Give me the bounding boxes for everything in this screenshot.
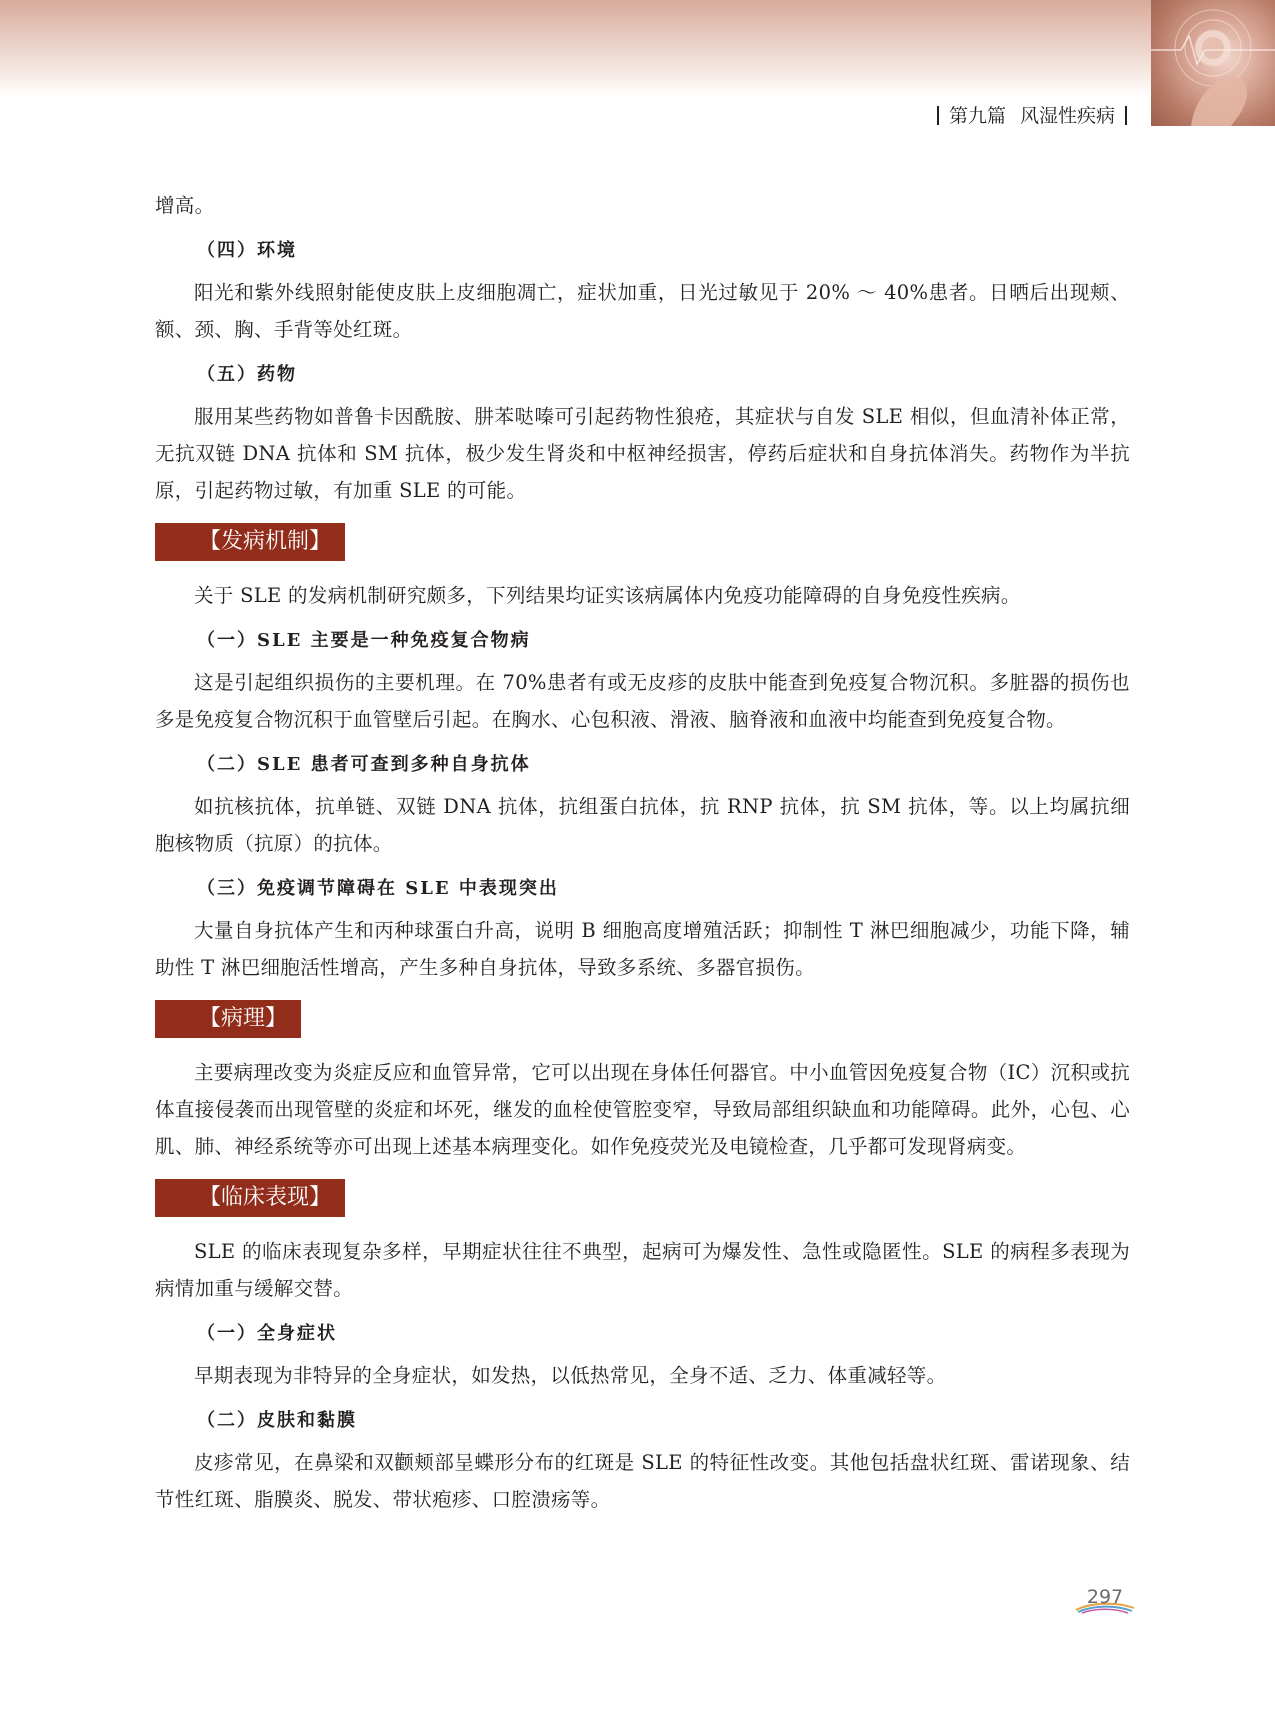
stethoscope-icon bbox=[1151, 0, 1275, 126]
subsection-heading: （三）免疫调节障碍在 SLE 中表现突出 bbox=[197, 878, 559, 899]
paragraph: 皮疹常见，在鼻梁和双颧颊部呈蝶形分布的红斑是 SLE 的特征性改变。其他包括盘状红斑、雷诺现象、结节性红斑、脂膜炎、脱发、带状疱疹、口腔溃疡等。 bbox=[155, 1451, 1130, 1511]
paragraph: 主要病理改变为炎症反应和血管异常，它可以出现在身体任何器官。中小血管因免疫复合物（IC）沉积或抗体直接侵袭而出现管壁的炎症和坏死，继发的血栓使管腔变窄，导致局部组织缺血和功能障碍。此外，心包、心肌、肺、神经系统等亦可出现上述基本病理变化。如作免疫荧光及电镜检查，几乎都可发现肾病变。 bbox=[155, 1061, 1130, 1158]
page-number: 297 bbox=[1086, 1586, 1124, 1608]
subsection-heading: （一）SLE 主要是一种免疫复合物病 bbox=[197, 630, 531, 651]
section-heading bbox=[155, 1179, 1130, 1217]
paragraph: 服用某些药物如普鲁卡因酰胺、肼苯哒嗪可引起药物性狼疮，其症状与自发 SLE 相似，但血清补体正常，无抗双链 DNA 抗体和 SM 抗体，极少发生肾炎和中枢神经损害，停药后症状和自身抗体消失。药物作为半抗原，引起药物过敏，有加重 SLE 的可能。 bbox=[155, 405, 1130, 502]
paragraph: 如抗核抗体，抗单链、双链 DNA 抗体，抗组蛋白抗体，抗 RNP 抗体，抗 SM 抗体，等。以上均属抗细胞核物质（抗原）的抗体。 bbox=[155, 795, 1130, 855]
subsection-heading: （五）药物 bbox=[197, 364, 297, 385]
paragraph: 早期表现为非特异的全身症状，如发热，以低热常见，全身不适、乏力、体重减轻等。 bbox=[194, 1364, 947, 1387]
header-band bbox=[0, 0, 1275, 96]
section-heading bbox=[155, 1000, 1130, 1038]
paragraph: SLE 的临床表现复杂多样，早期症状往往不典型，起病可为爆发性、急性或隐匿性。SLE 的病程多表现为病情加重与缓解交替。 bbox=[155, 1240, 1130, 1300]
paragraph: 阳光和紫外线照射能使皮肤上皮细胞凋亡，症状加重，日光过敏见于 20% ～ 40%患者。日晒后出现颊、额、颈、胸、手背等处红斑。 bbox=[155, 281, 1130, 341]
paragraph: 增高。 bbox=[155, 194, 215, 217]
part-label: 第九篇 bbox=[948, 105, 1006, 127]
subsection-heading: （二）皮肤和黏膜 bbox=[197, 1410, 357, 1431]
section-heading bbox=[155, 523, 1130, 561]
divider bbox=[937, 106, 939, 125]
paragraph: 大量自身抗体产生和丙种球蛋白升高，说明 B 细胞高度增殖活跃；抑制性 T 淋巴细胞减少，功能下降，辅助性 T 淋巴细胞活性增高，产生多种自身抗体，导致多系统、多器官损伤。 bbox=[155, 919, 1130, 979]
section-heading-label: 【临床表现】 bbox=[155, 1179, 345, 1217]
paragraph: 这是引起组织损伤的主要机理。在 70%患者有或无皮疹的皮肤中能查到免疫复合物沉积。多脏器的损伤也多是免疫复合物沉积于血管壁后引起。在胸水、心包积液、滑液、脑脊液和血液中均能查到免疫复合物。 bbox=[155, 671, 1130, 731]
chapter-title: 风湿性疾病 bbox=[1019, 105, 1115, 127]
main-content bbox=[155, 187, 1130, 1528]
subsection-heading: （二）SLE 患者可查到多种自身抗体 bbox=[197, 754, 531, 775]
section-heading-label: 【发病机制】 bbox=[155, 523, 345, 561]
paragraph: 关于 SLE 的发病机制研究颇多，下列结果均证实该病属体内免疫功能障碍的自身免疫性疾病。 bbox=[194, 584, 1021, 607]
page-number-box bbox=[1080, 1586, 1130, 1622]
corner-photo-stethoscope bbox=[1151, 0, 1275, 126]
subsection-heading: （一）全身症状 bbox=[197, 1323, 337, 1344]
running-head bbox=[927, 102, 1137, 130]
subsection-heading: （四）环境 bbox=[197, 240, 297, 261]
section-heading-label: 【病理】 bbox=[155, 1000, 301, 1038]
divider bbox=[1125, 106, 1127, 125]
